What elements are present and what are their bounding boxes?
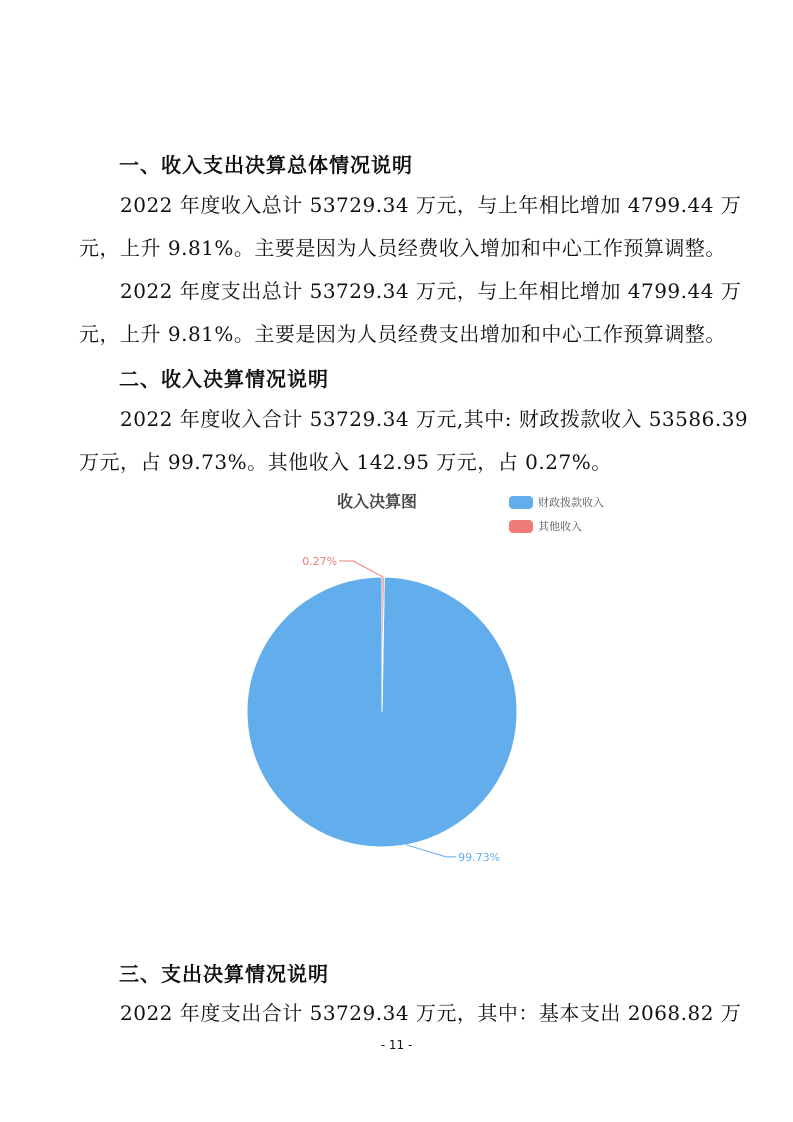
paragraph-income-total [79, 184, 742, 270]
section-heading-2: 二、收入决算情况说明 [119, 367, 329, 391]
paragraph-expense-total [79, 270, 742, 356]
paragraph-line: 2022 年度支出总计 53729.34 万元，与上年相比增加 4799.44 万 [120, 279, 742, 303]
paragraph-line: 元，上升 9.81%。主要是因为人员经费支出增加和中心工作预算调整。 [79, 322, 726, 346]
label-leader-fiscal [406, 845, 456, 857]
page-number: - 11 - [380, 1038, 413, 1052]
paragraph-expense-detail [79, 992, 742, 1035]
paragraph-line: 2022 年度收入合计 53729.34 万元,其中: 财政拨款收入 53586.39 [120, 407, 749, 431]
section-heading-3: 三、支出决算情况说明 [119, 962, 329, 986]
paragraph-line: 万元，占 99.73%。其他收入 142.95 万元，占 0.27%。 [79, 450, 612, 474]
paragraph-income-detail [79, 398, 749, 484]
label-leader-other [339, 561, 383, 577]
paragraph-line: 元，上升 9.81%。主要是因为人员经费收入增加和中心工作预算调整。 [79, 236, 726, 260]
paragraph-line: 2022 年度收入总计 53729.34 万元，与上年相比增加 4799.44 万 [120, 193, 742, 217]
legend-label-other: 其他收入 [538, 520, 582, 533]
slice-label-other: 0.27% [302, 555, 338, 569]
chart-title: 收入决算图 [337, 492, 418, 511]
pie-chart [240, 480, 640, 880]
section-heading-1: 一、收入支出决算总体情况说明 [119, 153, 413, 177]
paragraph-line: 2022 年度支出合计 53729.34 万元，其中：基本支出 2068.82 万 [120, 1001, 742, 1025]
slice-label-fiscal: 99.73% [458, 850, 501, 864]
legend-label-fiscal: 财政拨款收入 [538, 496, 604, 509]
